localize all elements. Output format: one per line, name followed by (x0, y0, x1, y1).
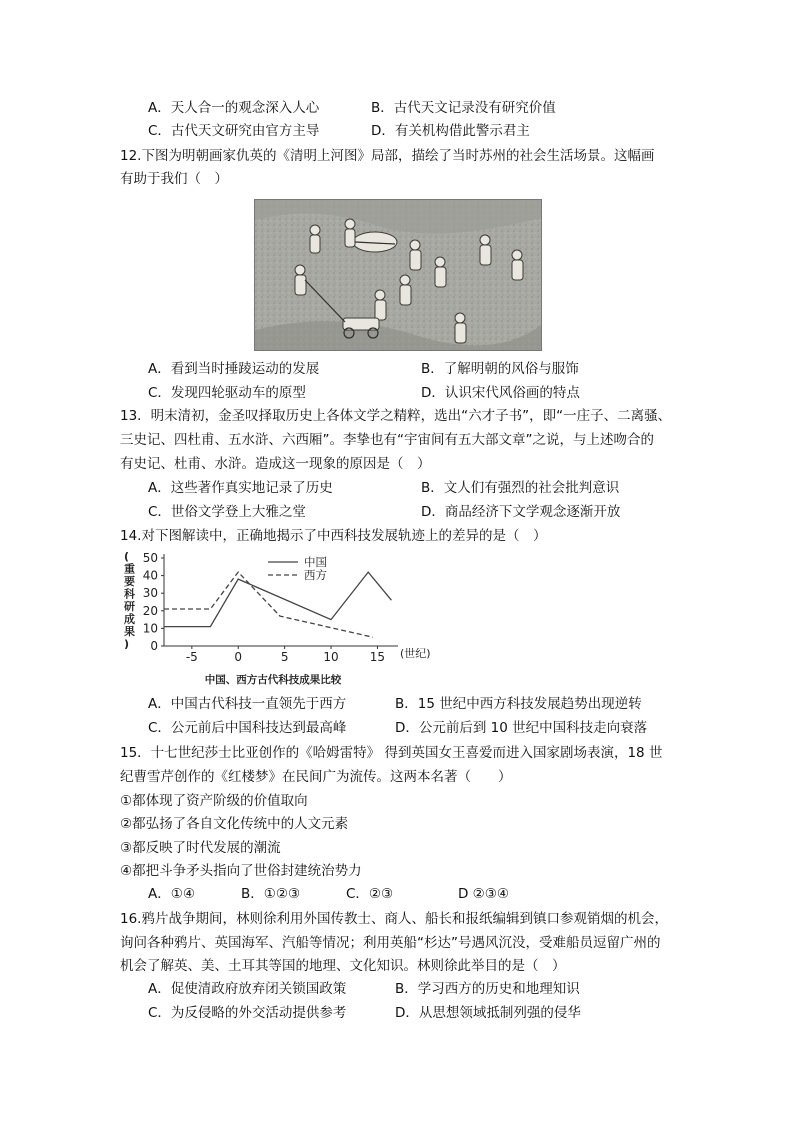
chart-y-tick-label: 30 (142, 586, 158, 601)
q13-stem-line1: 13．明末清初，金圣叹择取历史上各体文学之精粹，选出“六才子书”，即“一庄子、二离骚、 (120, 408, 672, 424)
q14-option-d: D．公元前后到 10 世纪中国科技走向衰落 (395, 720, 648, 736)
chart-series-line-west (164, 572, 373, 637)
q11-option-b: B．古代天文记录没有研究价值 (371, 100, 556, 116)
chart-legend-label: 中国 (304, 555, 327, 569)
q14-option-c: C．公元前后中国科技达到最高峰 (148, 720, 347, 736)
chart-x-axis-label: (世纪) (400, 647, 431, 660)
science-achievement-line-chart (118, 550, 431, 690)
chart-x-tick-label: 0 (234, 650, 243, 664)
chart-y-tick-label: 50 (142, 551, 158, 565)
q12-option-d: D．认识宋代风俗画的特点 (421, 385, 580, 401)
q12-option-b: B．了解明朝的风俗与服饰 (421, 361, 579, 377)
qingming-painting-image (254, 199, 542, 351)
q13-stem-line3: 有史记、杜甫、水浒。造成这一现象的原因是（ ） (120, 456, 431, 472)
q16-option-c: C．为反侵略的外交活动提供参考 (148, 1005, 347, 1021)
chart-x-tick-label: 10 (323, 650, 339, 664)
q13-option-a: A．这些著作真实地记录了历史 (148, 480, 333, 496)
q16-option-d: D．从思想领域抵制列强的侵华 (395, 1005, 581, 1021)
q13-option-d: D．商品经济下文学观念逐渐开放 (421, 504, 621, 520)
q13-option-c: C．世俗文学登上大雅之堂 (148, 504, 306, 520)
q14-stem: 14.对下图解读中，正确地揭示了中西科技发展轨迹上的差异的是（ ） (120, 528, 547, 544)
q16-stem-line1: 16.鸦片战争期间，林则徐利用外国传教士、商人、船长和报纸编辑到镇口参观销烟的机会， (120, 911, 668, 927)
chart-y-tick-label: 0 (150, 639, 158, 653)
chart-y-tick-label: 10 (142, 621, 158, 636)
chart-y-axis-label: (重要科研成果) (124, 550, 135, 651)
q14-option-b: B．15 世纪中西方科技发展趋势出现逆转 (395, 696, 642, 712)
chart-x-tick-label: 5 (280, 650, 289, 664)
q15-item-1: ①都体现了资产阶级的价值取向 (120, 793, 308, 809)
q13-stem-line2: 三史记、四杜甫、五水浒、六西厢”。李挚也有“宇宙间有五大部文章”之说，与上述吻合的 (120, 432, 654, 448)
q16-stem-line2: 询问各种鸦片、英国海军、汽船等情况；利用英船“杉达”号遇风沉没，受难船员逗留广州的 (120, 935, 661, 951)
q12-option-c: C．发现四轮驱动车的原型 (148, 385, 306, 401)
q15-stem-line1: 15．十七世纪莎士比亚创作的《哈姆雷特》 得到英国女王喜爱而进入国家剧场表演，18 世 (120, 745, 663, 761)
chart-y-tick-label: 40 (142, 568, 158, 583)
q16-stem-line3: 机会了解英、美、土耳其等国的地理、文化知识。林则徐此举目的是（ ） (120, 958, 566, 974)
q12-stem-line2: 有助于我们（ ） (120, 171, 228, 187)
q12-option-a: A．看到当时捶踜运动的发展 (148, 361, 320, 377)
chart-y-tick-label: 20 (142, 603, 158, 618)
q11-option-d: D．有关机构借此警示君主 (371, 123, 530, 139)
q15-option-a: A．①④ (148, 886, 195, 902)
q16-option-b: B．学习西方的历史和地理知识 (395, 981, 580, 997)
q15-option-d: D ②③④ (458, 886, 509, 902)
q13-option-b: B．文人们有强烈的社会批判意识 (421, 480, 620, 496)
chart-x-tick-label: 15 (369, 650, 386, 664)
q12-stem-line1: 12.下图为明朝画家仇英的《清明上河图》局部，描绘了当时苏州的社会生活场景。这幅画 (120, 148, 655, 164)
chart-title: 中国、西方古代科技成果比较 (204, 674, 342, 686)
chart-series-line-china (164, 572, 391, 627)
q15-item-2: ②都弘扬了各自文化传统中的人文元素 (120, 816, 349, 832)
chart-x-tick-label: -5 (185, 650, 198, 664)
q15-item-4: ④都把斗争矛头指向了世俗封建统治势力 (120, 863, 362, 879)
chart-legend-label: 西方 (304, 568, 327, 582)
q15-stem-line2: 纪曹雪芹创作的《红楼梦》在民间广为流传。这两本名著（ ） (120, 769, 512, 785)
q11-option-a: A．天人合一的观念深入人心 (148, 100, 320, 116)
q11-option-c: C．古代天文研究由官方主导 (148, 123, 320, 139)
q15-option-c: C．②③ (346, 886, 394, 902)
q15-option-b: B．①②③ (241, 886, 301, 902)
q15-item-3: ③都反映了时代发展的潮流 (120, 840, 281, 856)
q14-option-a: A．中国古代科技一直领先于西方 (148, 696, 347, 712)
q16-option-a: A．促使清政府放弃闭关锁国政策 (148, 981, 347, 997)
